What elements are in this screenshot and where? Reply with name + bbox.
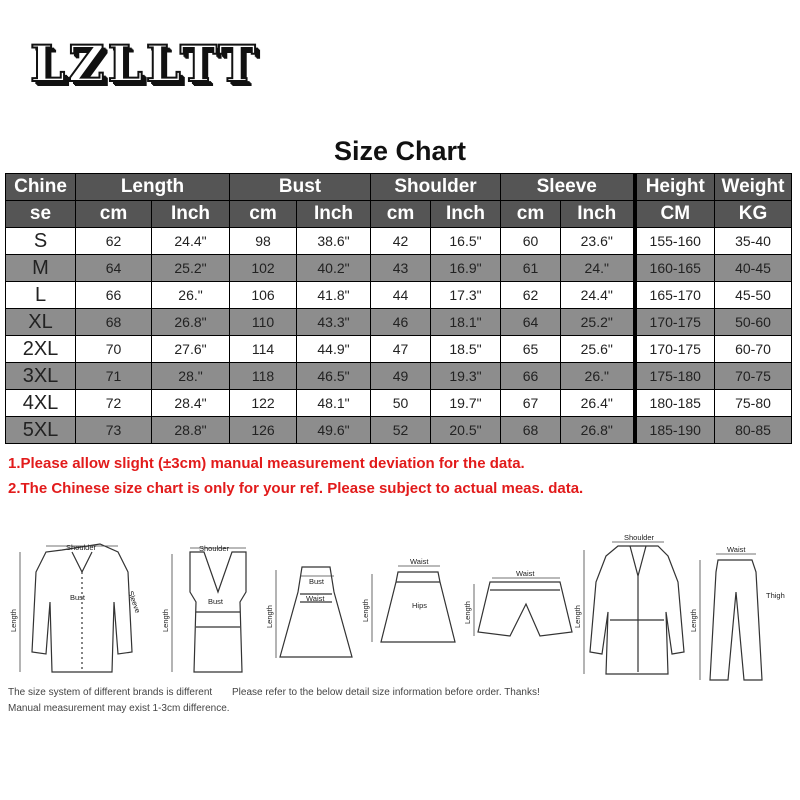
footer-line-1b: Please refer to the below detail size information before order. Thanks! <box>232 687 540 698</box>
size-value-cell: 40.2" <box>297 255 371 282</box>
size-value-cell: 25.2" <box>152 255 230 282</box>
vest-figure <box>190 552 246 672</box>
size-value-cell: 46.5" <box>297 363 371 390</box>
size-value-cell: 46 <box>371 309 431 336</box>
size-row <box>6 390 792 417</box>
unit-inch: Inch <box>152 201 230 228</box>
size-value-cell: 16.9" <box>431 255 501 282</box>
size-value-cell: 62 <box>76 228 152 255</box>
label-shoulder-vest: Shoulder <box>199 544 230 553</box>
size-value-cell: 170-175 <box>635 336 715 363</box>
label-length-coat: Length <box>573 605 582 628</box>
label-waist-trousers: Waist <box>727 545 746 554</box>
size-label-cell: 2XL <box>6 336 76 363</box>
size-value-cell: 35-40 <box>715 228 792 255</box>
unit-cm: cm <box>76 201 152 228</box>
group-height: Height <box>635 174 715 201</box>
size-value-cell: 26.4" <box>561 390 635 417</box>
size-value-cell: 49.6" <box>297 417 371 444</box>
size-value-cell: 66 <box>501 363 561 390</box>
label-hips-skirt: Hips <box>412 601 428 610</box>
size-value-cell: 27.6" <box>152 336 230 363</box>
size-value-cell: 40-45 <box>715 255 792 282</box>
size-value-cell: 122 <box>230 390 297 417</box>
coat-figure <box>590 546 684 674</box>
size-value-cell: 62 <box>501 282 561 309</box>
header-row-groups <box>6 174 792 201</box>
size-value-cell: 28." <box>152 363 230 390</box>
size-value-cell: 114 <box>230 336 297 363</box>
size-value-cell: 165-170 <box>635 282 715 309</box>
size-col-header-2: se <box>6 201 76 228</box>
size-label-cell: 3XL <box>6 363 76 390</box>
group-sleeve: Sleeve <box>501 174 635 201</box>
unit-height-cm: CM <box>635 201 715 228</box>
size-value-cell: 60-70 <box>715 336 792 363</box>
size-value-cell: 68 <box>501 417 561 444</box>
size-value-cell: 28.8" <box>152 417 230 444</box>
size-label-cell: L <box>6 282 76 309</box>
size-label-cell: XL <box>6 309 76 336</box>
blouse-figure <box>32 544 132 672</box>
note-2: 2.The Chinese size chart is only for your ref. Please subject to actual meas. data. <box>8 480 584 497</box>
label-length-trousers: Length <box>689 609 698 632</box>
size-value-cell: 80-85 <box>715 417 792 444</box>
size-chart-table <box>5 173 792 444</box>
group-length: Length <box>76 174 230 201</box>
unit-cm: cm <box>501 201 561 228</box>
size-value-cell: 49 <box>371 363 431 390</box>
size-value-cell: 180-185 <box>635 390 715 417</box>
size-value-cell: 43.3" <box>297 309 371 336</box>
size-value-cell: 16.5" <box>431 228 501 255</box>
size-value-cell: 42 <box>371 228 431 255</box>
size-value-cell: 60 <box>501 228 561 255</box>
size-row <box>6 282 792 309</box>
size-value-cell: 24.4" <box>152 228 230 255</box>
unit-cm: cm <box>230 201 297 228</box>
size-value-cell: 19.7" <box>431 390 501 417</box>
size-value-cell: 72 <box>76 390 152 417</box>
size-label-cell: 4XL <box>6 390 76 417</box>
size-value-cell: 160-165 <box>635 255 715 282</box>
size-value-cell: 47 <box>371 336 431 363</box>
label-length-dress: Length <box>265 605 274 628</box>
unit-weight-kg: KG <box>715 201 792 228</box>
size-row <box>6 309 792 336</box>
size-chart-body <box>6 228 792 444</box>
unit-inch: Inch <box>431 201 501 228</box>
size-row <box>6 228 792 255</box>
size-value-cell: 175-180 <box>635 363 715 390</box>
size-row <box>6 336 792 363</box>
brand-logo: LZLLTT <box>30 34 259 93</box>
size-value-cell: 18.1" <box>431 309 501 336</box>
label-sleeve: Sleeve <box>126 589 143 615</box>
size-value-cell: 66 <box>76 282 152 309</box>
size-value-cell: 48.1" <box>297 390 371 417</box>
size-value-cell: 20.5" <box>431 417 501 444</box>
size-value-cell: 70-75 <box>715 363 792 390</box>
size-value-cell: 185-190 <box>635 417 715 444</box>
footer-line-1: The size system of different brands is different <box>8 687 213 698</box>
label-bust-vest: Bust <box>208 597 224 606</box>
size-value-cell: 25.6" <box>561 336 635 363</box>
unit-inch: Inch <box>561 201 635 228</box>
label-waist-dress: Waist <box>306 594 325 603</box>
measurement-illustrations <box>0 532 800 687</box>
label-length-blouse: Length <box>9 609 18 632</box>
size-value-cell: 25.2" <box>561 309 635 336</box>
size-value-cell: 50 <box>371 390 431 417</box>
size-value-cell: 64 <box>501 309 561 336</box>
size-value-cell: 75-80 <box>715 390 792 417</box>
size-value-cell: 61 <box>501 255 561 282</box>
trousers-figure <box>710 560 762 680</box>
label-shoulder-coat: Shoulder <box>624 533 655 542</box>
size-value-cell: 28.4" <box>152 390 230 417</box>
label-length-skirt: Length <box>361 599 370 622</box>
size-value-cell: 50-60 <box>715 309 792 336</box>
size-label-cell: 5XL <box>6 417 76 444</box>
size-value-cell: 26.8" <box>152 309 230 336</box>
size-value-cell: 110 <box>230 309 297 336</box>
size-value-cell: 70 <box>76 336 152 363</box>
note-1: 1.Please allow slight (±3cm) manual measurement deviation for the data. <box>8 455 525 472</box>
shorts-figure <box>478 582 572 636</box>
size-value-cell: 17.3" <box>431 282 501 309</box>
size-value-cell: 26." <box>561 363 635 390</box>
size-value-cell: 126 <box>230 417 297 444</box>
label-length-vest: Length <box>161 609 170 632</box>
size-value-cell: 43 <box>371 255 431 282</box>
size-label-cell: S <box>6 228 76 255</box>
size-value-cell: 64 <box>76 255 152 282</box>
size-value-cell: 44.9" <box>297 336 371 363</box>
size-value-cell: 98 <box>230 228 297 255</box>
size-value-cell: 19.3" <box>431 363 501 390</box>
label-waist-shorts: Waist <box>516 569 535 578</box>
size-value-cell: 65 <box>501 336 561 363</box>
label-bust-blouse: Bust <box>70 593 86 602</box>
size-row <box>6 363 792 390</box>
size-value-cell: 170-175 <box>635 309 715 336</box>
label-bust-dress: Bust <box>309 577 325 586</box>
footer-line-2: Manual measurement may exist 1-3cm difference. <box>8 703 230 714</box>
size-row <box>6 417 792 444</box>
size-row <box>6 255 792 282</box>
label-shoulder-blouse: Shoulder <box>66 543 97 552</box>
size-value-cell: 68 <box>76 309 152 336</box>
group-bust: Bust <box>230 174 371 201</box>
size-col-header: Chine <box>6 174 76 201</box>
size-value-cell: 118 <box>230 363 297 390</box>
size-value-cell: 45-50 <box>715 282 792 309</box>
label-waist-skirt: Waist <box>410 557 429 566</box>
size-value-cell: 106 <box>230 282 297 309</box>
size-value-cell: 26.8" <box>561 417 635 444</box>
size-value-cell: 38.6" <box>297 228 371 255</box>
label-length-shorts: Length <box>463 601 472 624</box>
size-value-cell: 24." <box>561 255 635 282</box>
size-value-cell: 71 <box>76 363 152 390</box>
size-value-cell: 73 <box>76 417 152 444</box>
unit-inch: Inch <box>297 201 371 228</box>
group-shoulder: Shoulder <box>371 174 501 201</box>
size-value-cell: 67 <box>501 390 561 417</box>
header-row-units <box>6 201 792 228</box>
label-thigh: Thigh <box>766 591 785 600</box>
group-weight: Weight <box>715 174 792 201</box>
unit-cm: cm <box>371 201 431 228</box>
size-value-cell: 44 <box>371 282 431 309</box>
size-value-cell: 41.8" <box>297 282 371 309</box>
size-value-cell: 155-160 <box>635 228 715 255</box>
size-value-cell: 102 <box>230 255 297 282</box>
size-value-cell: 26." <box>152 282 230 309</box>
page-title: Size Chart <box>333 136 467 166</box>
size-value-cell: 52 <box>371 417 431 444</box>
size-value-cell: 23.6" <box>561 228 635 255</box>
size-value-cell: 24.4" <box>561 282 635 309</box>
size-value-cell: 18.5" <box>431 336 501 363</box>
size-label-cell: M <box>6 255 76 282</box>
